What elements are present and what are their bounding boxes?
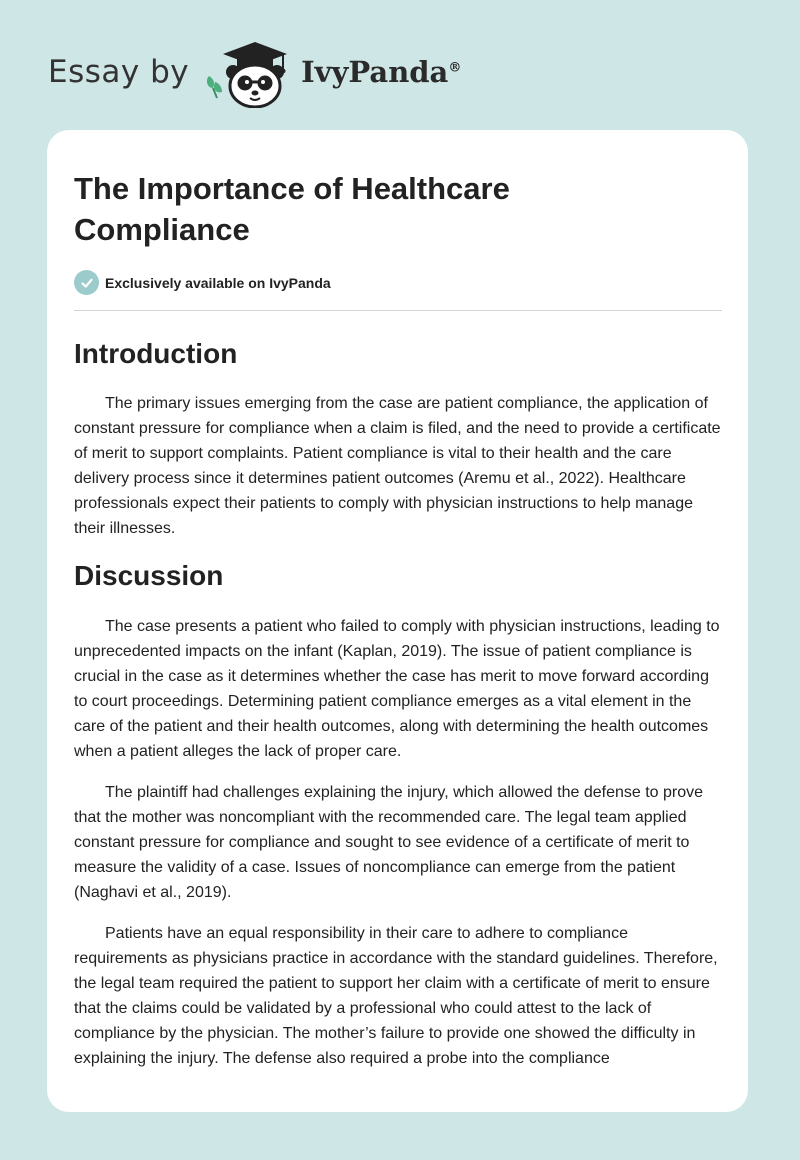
essay-card xyxy=(47,130,748,1112)
registered-mark: ® xyxy=(448,60,462,76)
section-heading-introduction: Introduction xyxy=(74,338,238,369)
brand-name[interactable]: IvyPanda® xyxy=(301,55,462,89)
paragraph: The case presents a patient who failed to comply with physician instructions, leading to unprecedented impacts on the infant (Kaplan, 2019). The issue of patient compliance is crucial in the case as it determines whether the case has merit to move forward according to court proceedings. Determining patient compliance emerges as a vital element in the care of the patient and their health outcomes, along with determining the health outcomes when a patient alleges the lack of proper care. xyxy=(74,618,720,760)
ivy-leaf-icon xyxy=(207,76,222,98)
panda-graduate-logo-icon[interactable] xyxy=(203,36,295,108)
paragraph: The primary issues emerging from the case are patient compliance, the application of constant pressure for compliance when a claim is filed, and the need to provide a certificate of merit to support complaints. Patient compliance is vital to their health and the care delivery process since it determines patient outcomes (Aremu et al., 2022). Healthcare professionals expect their patients to comply with physician instructions to help manage their illnesses. xyxy=(74,395,721,537)
paragraph: The plaintiff had challenges explaining the injury, which allowed the defense to prove that the mother was noncompliant with the recommended care. The legal team applied constant pressure for compliance and sought to see evidence of a certificate of merit to measure the validity of a case. Issues of noncompliance can emerge from the patient (Naghavi et al., 2019). xyxy=(74,784,704,901)
essay-by-label: Essay by xyxy=(48,54,190,90)
essay-title: The Importance of Healthcare Compliance xyxy=(74,171,510,247)
section-heading-discussion: Discussion xyxy=(74,560,224,591)
site-header xyxy=(48,36,461,108)
divider xyxy=(74,310,722,311)
exclusive-badge-label: Exclusively available on IvyPanda xyxy=(105,274,331,291)
paragraph: Patients have an equal responsibility in their care to adhere to compliance requirements as physicians practice in accordance with the standard guidelines. Therefore, the legal team required the patient to support her claim with a certificate of merit to ensure that the claims could be validated by a professional who could attest to the lack of compliance by the physician. The mother’s failure to provide one showed the difficulty in explaining the injury. The defense also required a probe into the compliance xyxy=(74,925,718,1067)
check-icon xyxy=(74,270,99,295)
exclusive-badge xyxy=(74,270,722,295)
